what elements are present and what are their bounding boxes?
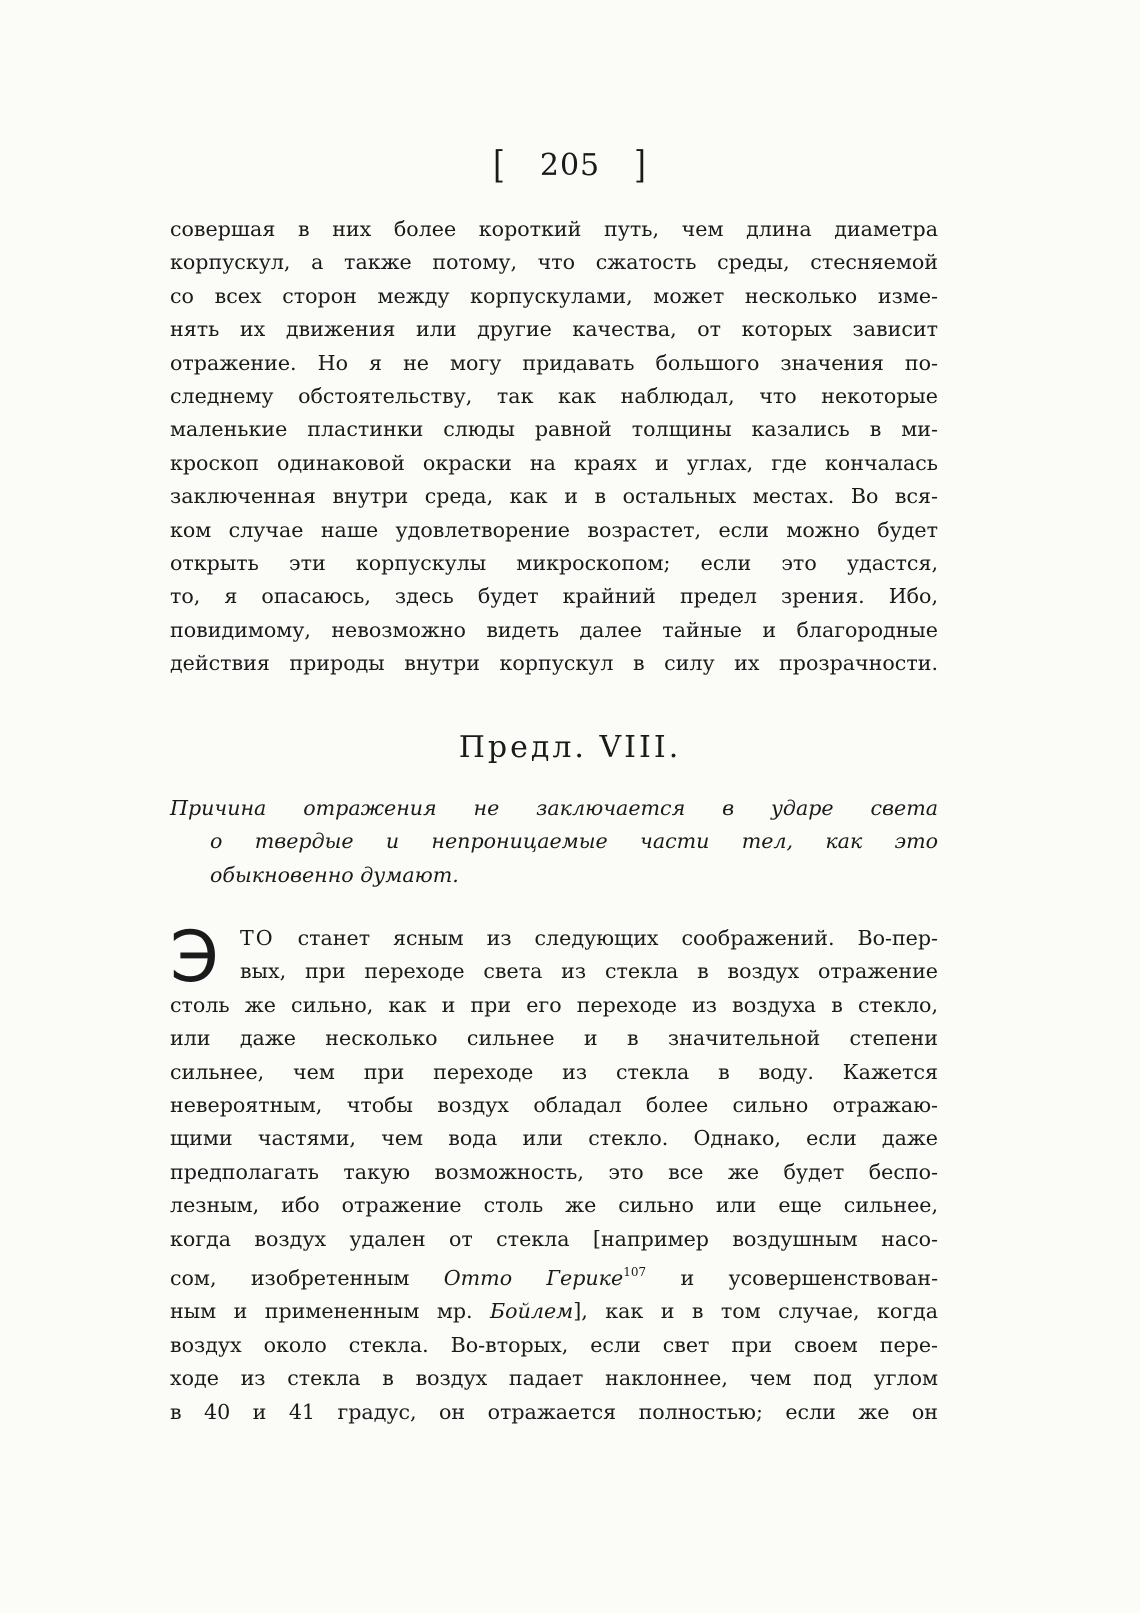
text-line: со всех сторон между корпускулами, может несколько изме- <box>170 283 938 308</box>
text-line: щими частями, чем вода или стекло. Однако, если даже <box>170 1126 938 1151</box>
person-name-boyle: Бойлем <box>490 1299 574 1324</box>
drop-cap-letter: Э <box>170 916 219 998</box>
text-line: действия природы внутри корпускул в силу их прозрачности. <box>170 651 938 676</box>
text-line: корпускул, а также потому, что сжатость среды, стесняемой <box>170 250 938 275</box>
proposition-statement <box>170 792 938 892</box>
text-line: открыть эти корпускулы микроскопом; если это удастся, <box>170 551 938 576</box>
text-line: лезным, ибо отражение столь же сильно или еще сильнее, <box>170 1193 938 1218</box>
text-span: и усовершенствован- <box>680 1266 939 1291</box>
right-bracket: ] <box>634 143 647 188</box>
text-line: ходе из стекла в воздух падает наклоннее, чем под углом <box>170 1366 938 1391</box>
paragraph-continuation <box>170 213 938 681</box>
statement-line: о твердые и непроницаемые части тел, как это <box>210 829 938 854</box>
text-line: или даже несколько сильнее и в значительной степени <box>170 1026 938 1051</box>
person-name-gericke: Отто Герике <box>443 1266 624 1291</box>
text-line: следнему обстоятельству, так как наблюдал, что некоторые <box>170 384 938 409</box>
statement-line: обыкновенно думают. <box>210 862 459 887</box>
text-line: ком случае наше удовлетворение возрастет, если можно будет <box>170 517 938 542</box>
paragraph-proof <box>170 916 939 1429</box>
text-line <box>170 922 938 955</box>
text-line: столь же сильно, как и при его переходе из воздуха в стекло, <box>170 992 938 1017</box>
footnote-ref[interactable]: 107 <box>623 1265 647 1280</box>
statement-line: Причина отражения не заключается в ударе света <box>170 796 938 820</box>
text-line: совершая в них более короткий путь, чем длина диаметра <box>170 217 938 241</box>
text-line <box>170 1256 938 1295</box>
text-line: отражение. Но я не могу придавать большого значения по- <box>170 350 938 375</box>
text-line: невероятным, чтобы воздух обладал более сильно отражаю- <box>170 1093 938 1118</box>
text-line: маленькие пластинки слюды равной толщины казались в ми- <box>170 417 938 442</box>
text-span: сом, изобретенным <box>170 1266 410 1291</box>
text-span: ным и примененным мр. <box>170 1299 473 1324</box>
text-line: сильнее, чем при переходе из стекла в воду. Кажется <box>170 1059 938 1084</box>
left-bracket: [ <box>493 143 506 188</box>
text-line: нять их движения или другие качества, от которых зависит <box>170 317 938 342</box>
text-line: то, я опасаюсь, здесь будет крайний предел зрения. Ибо, <box>170 584 938 609</box>
proposition-heading: Предл. VIII. <box>458 730 682 765</box>
text-line: воздух около стекла. Во-вторых, если свет при своем пере- <box>170 1332 938 1357</box>
text-line <box>170 1295 938 1328</box>
text-line: заключенная внутри среда, как и в остальных местах. Во вся- <box>170 484 938 509</box>
text-line: вых, при переходе света из стекла в воздух отражение <box>240 959 938 984</box>
text-line: предполагать такую возможность, это все же будет беспо- <box>170 1159 938 1184</box>
text-line: в 40 и 41 градус, он отражается полностью; если же он <box>170 1399 938 1424</box>
page-number-header <box>0 143 1140 188</box>
text-span: станет ясным из следующих соображений. Во-пер- <box>297 926 939 950</box>
text-span: ], как и в том случае, когда <box>573 1299 938 1324</box>
text-line: кроскоп одинаковой окраски на краях и углах, где кончалась <box>170 450 938 475</box>
text-line: когда воздух удален от стекла [например воздушным насо- <box>170 1226 938 1251</box>
text-line: повидимому, невозможно видеть далее тайные и благородные <box>170 617 938 642</box>
initial-caps: ТО <box>240 926 275 950</box>
page-number: 205 <box>539 148 601 183</box>
